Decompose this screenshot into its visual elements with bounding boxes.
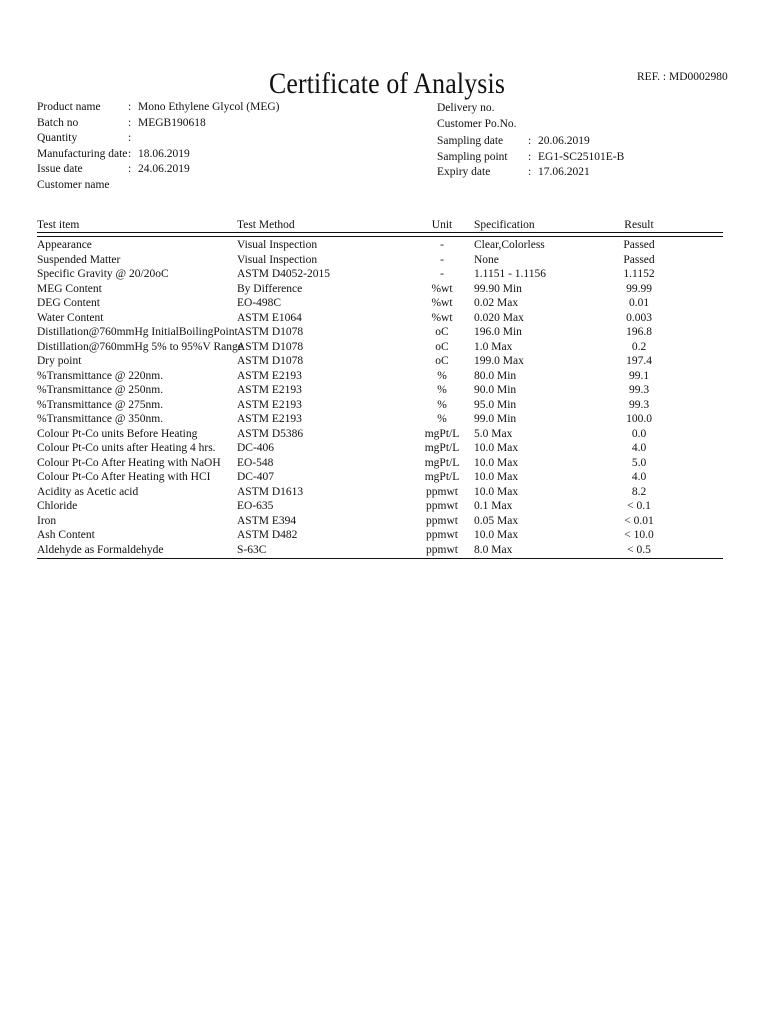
header-left-field-colon: : bbox=[128, 116, 132, 129]
cell-specification: Clear,Colorless bbox=[474, 239, 545, 251]
cell-specification: 99.0 Min bbox=[474, 413, 517, 425]
header-left-field-colon: : bbox=[128, 163, 132, 175]
header-right-field-value: 20.06.2019 bbox=[538, 135, 590, 147]
cell-test-method: Visual Inspection bbox=[237, 253, 318, 266]
cell-test-item: Iron bbox=[37, 514, 57, 527]
cell-test-method: EO-635 bbox=[237, 500, 274, 512]
header-left-field-label: Quantity bbox=[37, 132, 78, 144]
header-right-field-row bbox=[437, 117, 624, 133]
cell-result: 1.1152 bbox=[623, 268, 655, 280]
cell-unit: mgPt/L bbox=[424, 442, 460, 454]
cell-unit: mgPt/L bbox=[424, 456, 460, 469]
header-left-field-label: Product name bbox=[37, 101, 101, 113]
table-row bbox=[37, 470, 723, 485]
cell-result: 8.2 bbox=[631, 485, 647, 498]
header-right-field-row bbox=[437, 150, 624, 166]
cell-specification: 5.0 Max bbox=[474, 427, 513, 440]
cell-specification: 10.0 Max bbox=[474, 456, 519, 469]
header-left-field-value: 18.06.2019 bbox=[138, 147, 190, 160]
results-table-body bbox=[37, 238, 723, 557]
cell-specification: 10.0 Max bbox=[474, 442, 519, 454]
header-right-field-colon bbox=[528, 101, 538, 117]
cell-test-item: Colour Pt-Co After Heating with HCI bbox=[37, 471, 211, 483]
table-row bbox=[37, 253, 723, 268]
header-right-fields bbox=[437, 101, 624, 181]
header-right-field-colon: : bbox=[528, 166, 532, 178]
header-right-field-label: Customer Po.No. bbox=[437, 117, 517, 130]
cell-specification: 10.0 Max bbox=[474, 471, 519, 483]
table-row bbox=[37, 398, 723, 413]
reference-number: REF. : MD0002980 bbox=[637, 71, 728, 83]
cell-unit: %wt bbox=[431, 311, 453, 324]
cell-test-method: Visual Inspection bbox=[237, 239, 318, 251]
cell-unit: %wt bbox=[431, 282, 453, 295]
cell-unit: - bbox=[440, 253, 444, 266]
cell-unit: % bbox=[437, 369, 447, 382]
cell-test-method: ASTM D1078 bbox=[237, 340, 304, 353]
cell-unit: ppmwt bbox=[426, 529, 458, 541]
cell-result: < 10.0 bbox=[624, 529, 654, 541]
cell-test-item: Specific Gravity @ 20/20oC bbox=[37, 268, 169, 280]
cell-result: < 0.5 bbox=[627, 543, 651, 556]
cell-unit: ppmwt bbox=[426, 485, 458, 498]
cell-unit: oC bbox=[435, 355, 449, 367]
table-row bbox=[37, 282, 723, 297]
cell-test-method: ASTM E2193 bbox=[237, 369, 302, 382]
cell-test-method: EO-498C bbox=[237, 297, 282, 309]
header-right-field-label: Delivery no. bbox=[437, 102, 495, 114]
cell-specification: 0.05 Max bbox=[474, 514, 519, 527]
cell-result: 99.1 bbox=[628, 369, 650, 382]
header-right-field-colon bbox=[528, 117, 538, 133]
cell-unit: oC bbox=[435, 326, 449, 338]
header-left-field-colon bbox=[128, 178, 138, 194]
cell-result: Passed bbox=[623, 253, 655, 266]
table-row bbox=[37, 485, 723, 500]
cell-test-method: ASTM D4052-2015 bbox=[237, 268, 330, 280]
header-right-field-colon: : bbox=[528, 135, 532, 147]
header-left-field-row bbox=[37, 178, 280, 194]
header-left-field-row bbox=[37, 100, 280, 116]
cell-test-item: %Transmittance @ 250nm. bbox=[37, 384, 164, 396]
header-right-field-label: Expiry date bbox=[437, 166, 491, 178]
table-row bbox=[37, 412, 723, 427]
header-left-field-value: 24.06.2019 bbox=[138, 163, 190, 175]
cell-test-item: Colour Pt-Co units Before Heating bbox=[37, 427, 198, 440]
cell-specification: 0.02 Max bbox=[474, 297, 519, 309]
cell-unit: - bbox=[440, 239, 444, 251]
cell-test-item: %Transmittance @ 275nm. bbox=[37, 398, 164, 411]
cell-result: 197.4 bbox=[626, 355, 652, 367]
cell-unit: % bbox=[437, 384, 447, 396]
cell-result: Passed bbox=[623, 239, 655, 251]
cell-test-method: ASTM D5386 bbox=[237, 427, 304, 440]
table-row bbox=[37, 238, 723, 253]
cell-test-item: Suspended Matter bbox=[37, 253, 121, 266]
cell-test-item: MEG Content bbox=[37, 282, 102, 295]
cell-test-item: Aldehyde as Formaldehyde bbox=[37, 543, 164, 556]
table-row bbox=[37, 354, 723, 369]
table-row bbox=[37, 383, 723, 398]
cell-specification: 196.0 Min bbox=[474, 326, 522, 338]
header-left-field-label: Issue date bbox=[37, 163, 83, 175]
cell-unit: - bbox=[440, 268, 444, 280]
table-row bbox=[37, 441, 723, 456]
table-row bbox=[37, 296, 723, 311]
cell-unit: ppmwt bbox=[426, 514, 458, 527]
table-row bbox=[37, 456, 723, 471]
table-row bbox=[37, 499, 723, 514]
header-left-field-row bbox=[37, 116, 280, 132]
cell-test-item: %Transmittance @ 350nm. bbox=[37, 413, 164, 425]
table-row bbox=[37, 514, 723, 529]
cell-result: 99.99 bbox=[626, 282, 652, 295]
cell-test-method: ASTM E2193 bbox=[237, 413, 302, 425]
table-rule-top bbox=[37, 232, 723, 233]
cell-result: 99.3 bbox=[628, 384, 650, 396]
header-right-field-colon: : bbox=[528, 150, 532, 163]
cell-result: 0.2 bbox=[631, 340, 647, 353]
header-result: Result bbox=[624, 219, 654, 231]
cell-test-item: Acidity as Acetic acid bbox=[37, 485, 139, 498]
cell-specification: 0.1 Max bbox=[474, 500, 513, 512]
table-rule-header bbox=[37, 236, 723, 237]
header-left-field-colon: : bbox=[128, 147, 132, 160]
cell-test-item: DEG Content bbox=[37, 297, 100, 309]
cell-test-method: ASTM E2193 bbox=[237, 384, 302, 396]
header-left-field-colon: : bbox=[128, 132, 132, 144]
cell-test-method: ASTM D1078 bbox=[237, 326, 304, 338]
header-right-field-row bbox=[437, 101, 624, 117]
cell-test-item: Distillation@760mmHg 5% to 95%V Range bbox=[37, 340, 243, 353]
cell-specification: 80.0 Min bbox=[474, 369, 517, 382]
cell-specification: 10.0 Max bbox=[474, 529, 519, 541]
cell-result: 99.3 bbox=[628, 398, 650, 411]
table-row bbox=[37, 543, 723, 558]
cell-test-method: DC-407 bbox=[237, 471, 275, 483]
header-left-field-label: Customer name bbox=[37, 178, 110, 191]
table-row bbox=[37, 267, 723, 282]
cell-unit: mgPt/L bbox=[424, 427, 460, 440]
header-left-field-value: Mono Ethylene Glycol (MEG) bbox=[138, 101, 280, 113]
cell-test-item: %Transmittance @ 220nm. bbox=[37, 369, 164, 382]
header-right-field-row bbox=[437, 134, 624, 150]
document-title: Certificate of Analysis bbox=[268, 67, 506, 100]
table-row bbox=[37, 528, 723, 543]
cell-specification: 95.0 Min bbox=[474, 398, 517, 411]
cell-specification: 1.0 Max bbox=[474, 340, 513, 353]
cell-result: 100.0 bbox=[626, 413, 652, 425]
cell-test-method: DC-406 bbox=[237, 442, 275, 454]
header-test-method: Test Method bbox=[237, 219, 295, 231]
cell-test-method: ASTM E1064 bbox=[237, 311, 302, 324]
cell-result: 0.003 bbox=[626, 311, 652, 324]
cell-test-method: ASTM D482 bbox=[237, 529, 298, 541]
table-row bbox=[37, 311, 723, 326]
table-header bbox=[37, 218, 723, 232]
header-test-item: Test item bbox=[37, 219, 80, 231]
header-unit: Unit bbox=[431, 219, 453, 231]
cell-test-item: Water Content bbox=[37, 311, 104, 324]
table-row bbox=[37, 427, 723, 442]
header-right-field-value: 17.06.2021 bbox=[538, 166, 590, 178]
header-left-field-row bbox=[37, 131, 280, 147]
cell-test-method: By Difference bbox=[237, 282, 303, 295]
cell-result: 5.0 bbox=[631, 456, 647, 469]
cell-test-item: Dry point bbox=[37, 355, 82, 367]
header-left-field-value: MEGB190618 bbox=[138, 116, 206, 129]
cell-test-item: Appearance bbox=[37, 239, 92, 251]
table-row bbox=[37, 369, 723, 384]
header-right-field-label: Sampling date bbox=[437, 135, 504, 147]
cell-specification: 1.1151 - 1.1156 bbox=[474, 268, 546, 280]
header-left-field-colon: : bbox=[128, 101, 132, 113]
table-rule-bottom bbox=[37, 558, 723, 559]
cell-test-method: S-63C bbox=[237, 543, 267, 556]
cell-test-item: Distillation@760mmHg InitialBoilingPoint bbox=[37, 326, 238, 338]
header-left-field-label: Manufacturing date bbox=[37, 147, 128, 160]
cell-test-method: ASTM D1078 bbox=[237, 355, 304, 367]
cell-unit: %wt bbox=[431, 297, 453, 309]
table-row bbox=[37, 340, 723, 355]
cell-unit: % bbox=[437, 398, 447, 411]
header-right-field-value: EG1-SC25101E-B bbox=[538, 150, 625, 163]
cell-test-item: Colour Pt-Co After Heating with NaOH bbox=[37, 456, 221, 469]
cell-unit: ppmwt bbox=[426, 500, 458, 512]
header-specification: Specification bbox=[474, 219, 535, 231]
cell-result: 196.8 bbox=[626, 326, 652, 338]
cell-test-method: ASTM E394 bbox=[237, 514, 297, 527]
cell-unit: % bbox=[437, 413, 447, 425]
cell-unit: oC bbox=[435, 340, 449, 353]
cell-test-method: EO-548 bbox=[237, 456, 274, 469]
cell-result: 4.0 bbox=[631, 442, 647, 454]
header-left-field-label: Batch no bbox=[37, 116, 79, 129]
header-left-field-row bbox=[37, 147, 280, 163]
cell-test-item: Chloride bbox=[37, 500, 78, 512]
cell-result: 0.0 bbox=[631, 427, 647, 440]
header-right-field-row bbox=[437, 165, 624, 181]
cell-test-method: ASTM D1613 bbox=[237, 485, 304, 498]
cell-test-item: Colour Pt-Co units after Heating 4 hrs. bbox=[37, 442, 216, 454]
cell-specification: 199.0 Max bbox=[474, 355, 524, 367]
cell-unit: ppmwt bbox=[426, 543, 458, 556]
cell-result: < 0.1 bbox=[627, 500, 651, 512]
cell-result: < 0.01 bbox=[624, 514, 654, 527]
cell-specification: 0.020 Max bbox=[474, 311, 524, 324]
cell-specification: 90.0 Min bbox=[474, 384, 517, 396]
cell-specification: 10.0 Max bbox=[474, 485, 519, 498]
cell-result: 0.01 bbox=[628, 297, 650, 309]
table-row bbox=[37, 325, 723, 340]
cell-test-item: Ash Content bbox=[37, 529, 95, 541]
cell-specification: None bbox=[474, 253, 499, 266]
header-left-fields bbox=[37, 100, 280, 193]
cell-test-method: ASTM E2193 bbox=[237, 398, 302, 411]
cell-specification: 99.90 Min bbox=[474, 282, 522, 295]
cell-unit: mgPt/L bbox=[424, 471, 460, 483]
cell-specification: 8.0 Max bbox=[474, 543, 513, 556]
header-right-field-label: Sampling point bbox=[437, 150, 508, 163]
cell-result: 4.0 bbox=[631, 471, 647, 483]
header-left-field-row bbox=[37, 162, 280, 178]
